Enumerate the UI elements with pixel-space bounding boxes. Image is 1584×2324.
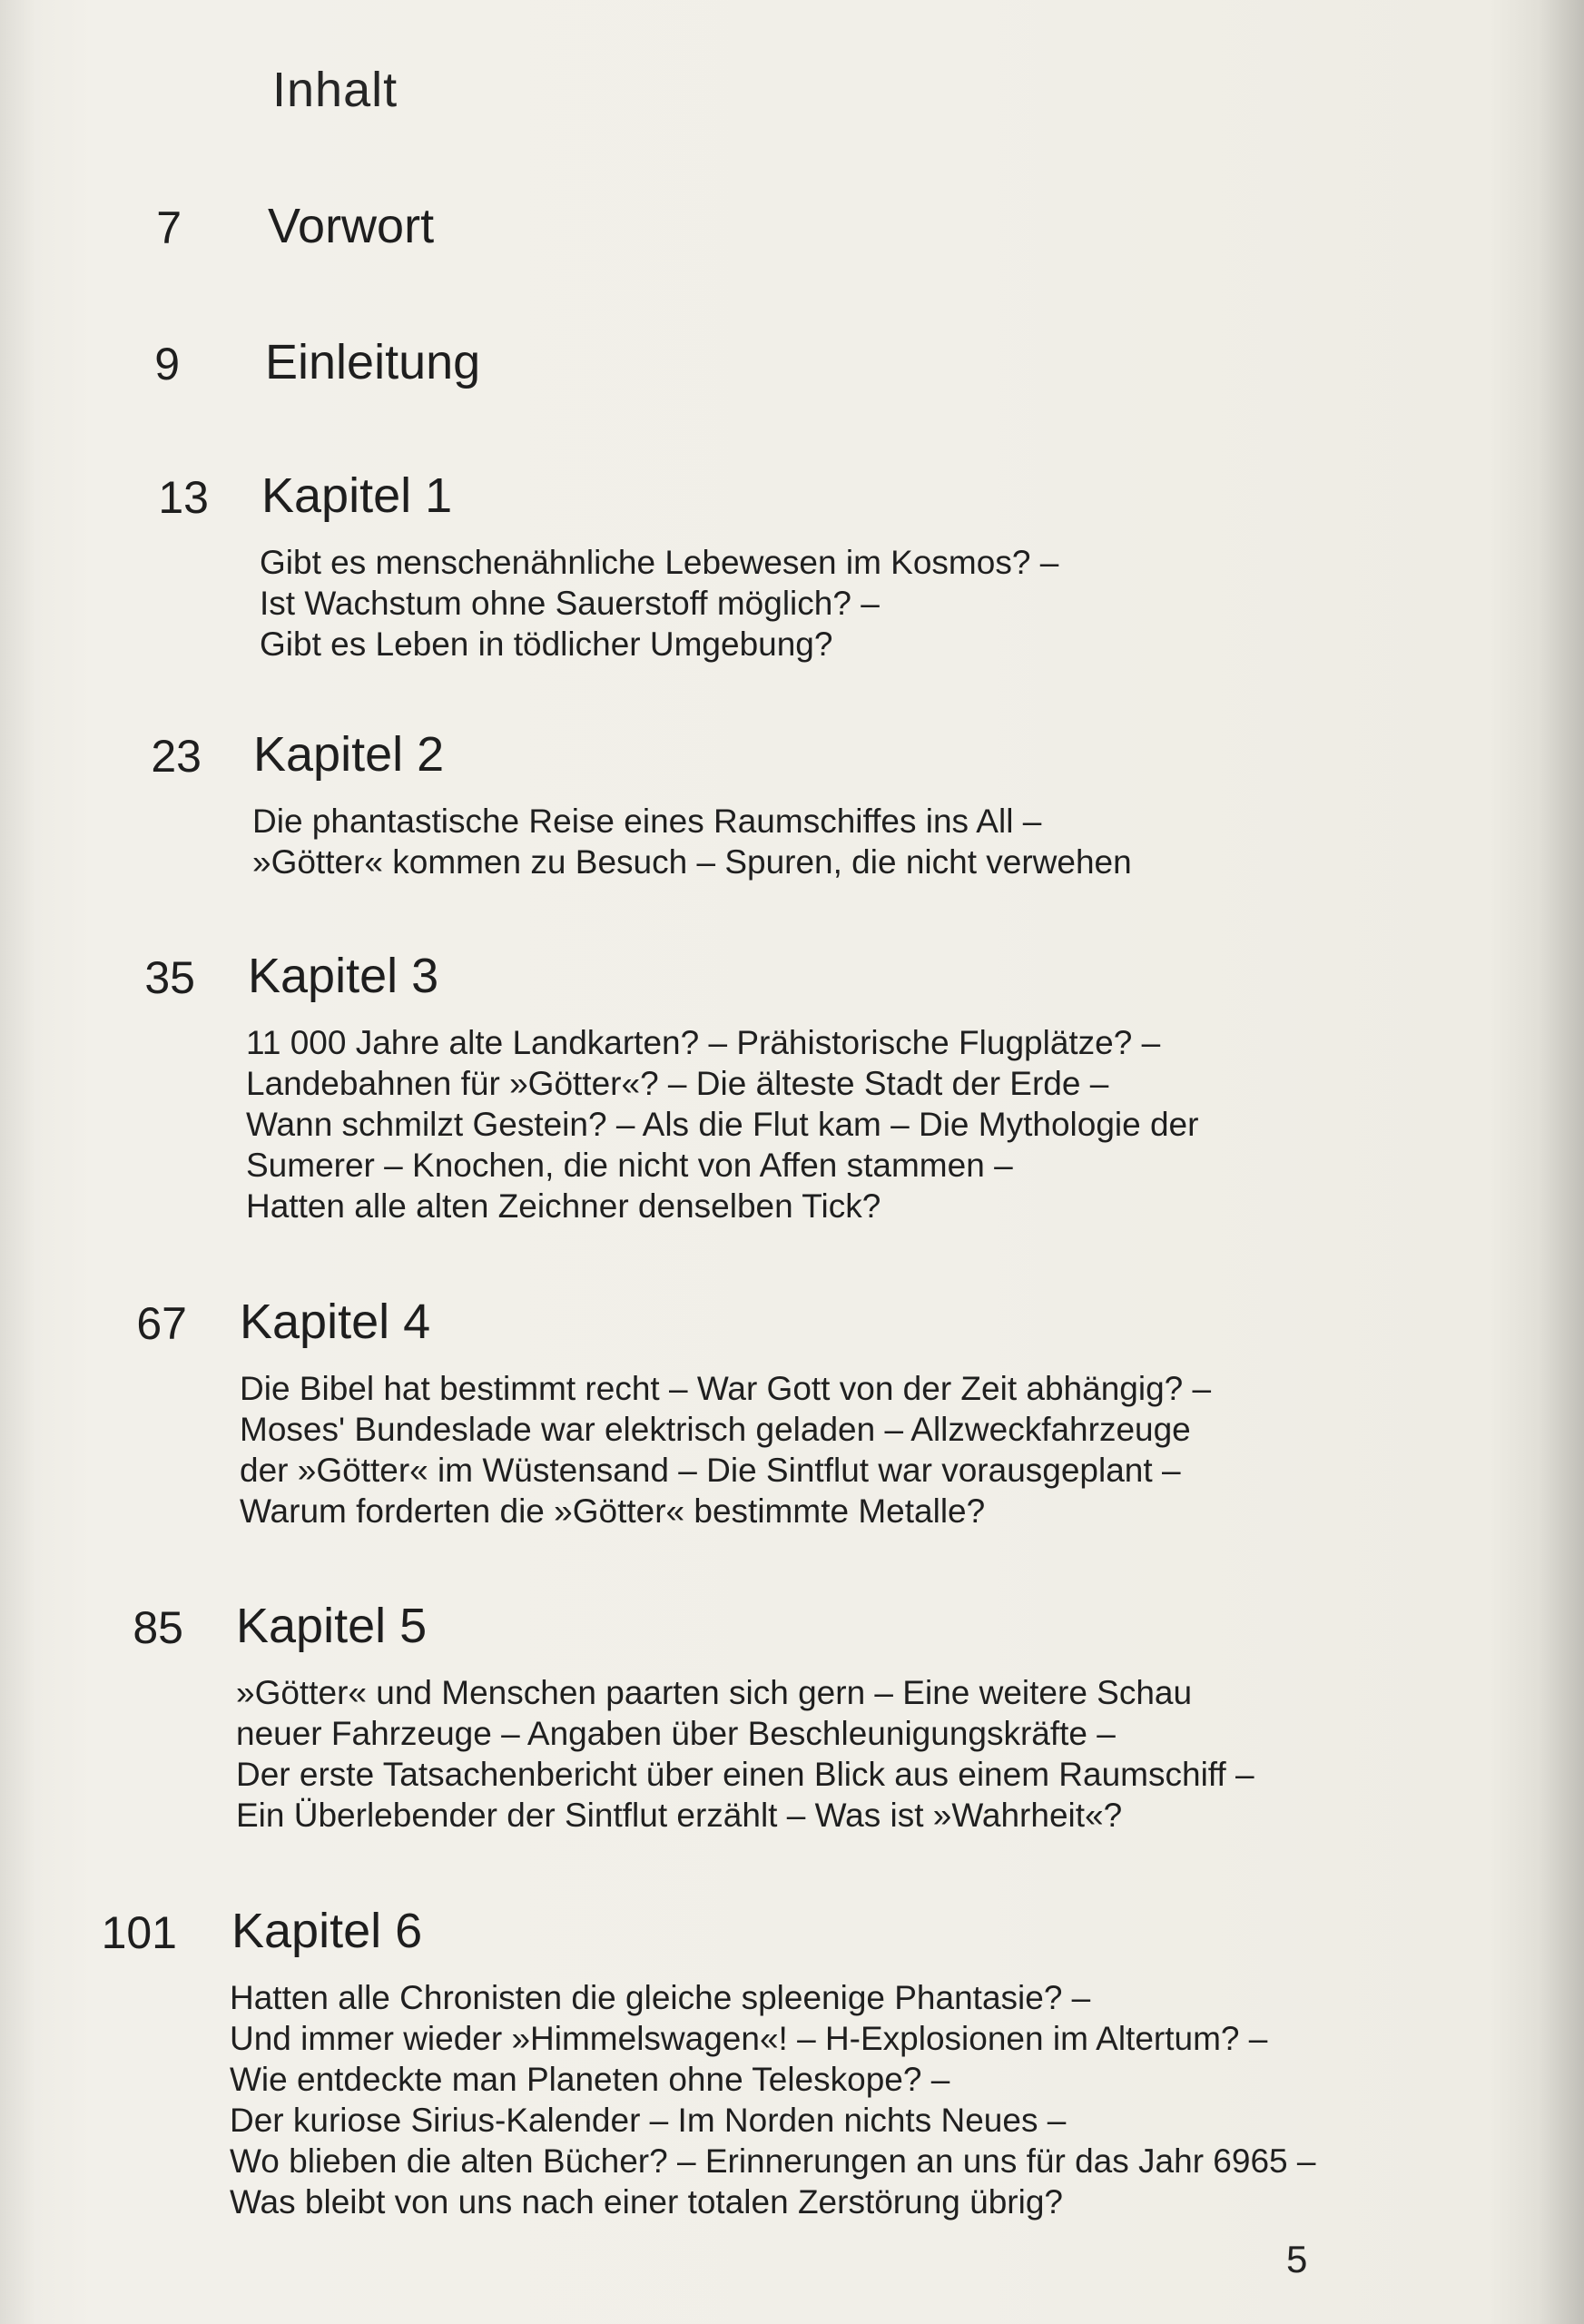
entry-description: [252, 801, 1132, 882]
description-line: Die phantastische Reise eines Raumschiffes ins All –: [252, 803, 1042, 840]
entry-page-number: 23: [151, 731, 202, 782]
entry-page-number: 9: [154, 339, 180, 389]
description-line: Moses' Bundeslade war elektrisch geladen – Allzweckfahrzeuge: [240, 1411, 1191, 1448]
entry-description: [260, 542, 1058, 665]
description-line: Gibt es Leben in tödlicher Umgebung?: [260, 625, 833, 663]
entry-title: Kapitel 6: [231, 1904, 423, 1958]
entry-title: Kapitel 4: [240, 1295, 431, 1349]
page-edge-shadow: [1539, 0, 1584, 2324]
description-line: Und immer wieder »Himmelswagen«! – H-Explosionen im Altertum? –: [230, 2020, 1268, 2057]
description-line: Der erste Tatsachenbericht über einen Blick aus einem Raumschiff –: [236, 1756, 1254, 1793]
description-line: Wo blieben die alten Bücher? – Erinnerungen an uns für das Jahr 6965 –: [230, 2142, 1316, 2180]
description-line: der »Götter« im Wüstensand – Die Sintflut war vorausgeplant –: [240, 1452, 1181, 1489]
entry-title: Kapitel 2: [253, 727, 445, 782]
description-line: neuer Fahrzeuge – Angaben über Beschleunigungskräfte –: [236, 1715, 1116, 1752]
entry-page-number: 67: [136, 1298, 187, 1349]
description-line: »Götter« und Menschen paarten sich gern – Eine weitere Schau: [236, 1674, 1193, 1711]
description-line: Sumerer – Knochen, die nicht von Affen stammen –: [246, 1147, 1013, 1184]
entry-page-number: 101: [101, 1907, 177, 1958]
description-line: Was bleibt von uns nach einer totalen Zerstörung übrig?: [230, 2183, 1063, 2221]
entry-title: Kapitel 3: [248, 949, 439, 1003]
description-line: Wie entdeckte man Planeten ohne Teleskope? –: [230, 2061, 950, 2098]
description-line: 11 000 Jahre alte Landkarten? – Prähistorische Flugplätze? –: [246, 1024, 1161, 1061]
description-line: Ein Überlebender der Sintflut erzählt – Was ist »Wahrheit«?: [236, 1797, 1123, 1834]
description-line: Hatten alle alten Zeichner denselben Tick?: [246, 1187, 881, 1225]
description-line: »Götter« kommen zu Besuch – Spuren, die nicht verwehen: [252, 843, 1132, 881]
entry-page-number: 7: [156, 202, 182, 253]
description-line: Gibt es menschenähnliche Lebewesen im Kosmos? –: [260, 544, 1059, 581]
description-line: Ist Wachstum ohne Sauerstoff möglich? –: [260, 585, 880, 622]
entry-page-number: 85: [133, 1602, 183, 1653]
description-line: Landebahnen für »Götter«? – Die älteste Stadt der Erde –: [246, 1065, 1109, 1102]
description-line: Der kuriose Sirius-Kalender – Im Norden nichts Neues –: [230, 2102, 1067, 2139]
description-line: Hatten alle Chronisten die gleiche spleenige Phantasie? –: [230, 1979, 1091, 2016]
description-line: Warum forderten die »Götter« bestimmte Metalle?: [240, 1492, 986, 1530]
entry-title: Vorwort: [268, 199, 435, 253]
entry-title: Kapitel 1: [261, 468, 453, 523]
entry-title: Einleitung: [265, 335, 481, 389]
page-number: 5: [1286, 2238, 1308, 2280]
description-line: Wann schmilzt Gestein? – Als die Flut kam – Die Mythologie der: [246, 1106, 1199, 1143]
entry-description: [230, 1977, 1315, 2222]
toc-heading: Inhalt: [272, 63, 398, 117]
description-line: Die Bibel hat bestimmt recht – War Gott von der Zeit abhängig? –: [240, 1370, 1212, 1407]
entry-description: [240, 1368, 1211, 1531]
entry-page-number: 13: [158, 472, 209, 523]
spine-shadow: [0, 0, 36, 2324]
entry-description: [246, 1022, 1198, 1226]
entry-page-number: 35: [144, 952, 195, 1003]
entry-description: [236, 1672, 1254, 1836]
entry-title: Kapitel 5: [236, 1599, 428, 1653]
